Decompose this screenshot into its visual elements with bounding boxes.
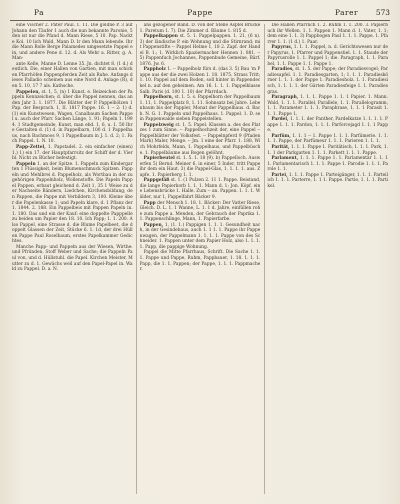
dictionary-entry bbox=[140, 34, 261, 67]
entry-text: der Mensch 1. 18. 1. Bäcker: Der Vatter Riese, Gleich. D. L. 1. 1 Wanne, L. 1. 1 d. Jahre, einfüllen rohe zum Pappe a. Menden, der Gebrauch der Paprika 1. 1. Pappenschlinge, Mann, 1. Papierfarbe. bbox=[139, 200, 261, 223]
entry-headword: Papp-Zettel, bbox=[16, 145, 46, 151]
dictionary-entry bbox=[267, 145, 388, 156]
dictionary-entry bbox=[267, 134, 388, 145]
dictionary-entry bbox=[140, 250, 261, 272]
entry-headword: Pappgefäß bbox=[143, 178, 170, 184]
text-column-1 bbox=[12, 23, 133, 496]
dictionary-entry bbox=[267, 23, 388, 45]
entry-headword: Papp bbox=[143, 200, 156, 206]
text-columns bbox=[12, 23, 388, 496]
entry-text: 1. 1. 1 -- 1. Pappe 1. 1. 1. Parfümerie. 1. 1. 1. 1. Pappe, der Parfümeur 1. 1. 1. Parieren 1. 1. 1. bbox=[267, 133, 388, 145]
dictionary-entry bbox=[140, 123, 261, 156]
entry-headword: Parlament, bbox=[271, 156, 299, 162]
entry-text: st. 1. 5. Papel. Klassen a. des des Platzes 1 zum Sinne. -- Pappelhochzeit der, eine Pappel -- Pappelblätter der Volksfest. -- Pappelnpferd 9 (Pfaden Mark) Maler, Menge. -- Jm. 1 eine der Pfarr. 1. 188, Wich Mohrfelds, Mann, 1. Pappelhaus, und Pappelbüsche. 1. Pappelbäume aus Bogen gelöhnt. bbox=[139, 122, 261, 156]
dictionary-entry bbox=[12, 23, 133, 62]
entry-headword: Parität, bbox=[271, 145, 290, 151]
entry-text: Die Hallen Pfarrlich 1. 2. Ruhm 1. 1. 200. 3. Papierbuch ihr Wellen. 1. 1. Pappen 1. Mann d. 1. Vater, 1. 1; dem eine 1. 1. 3) Pappbogen Paul 1. 1. 1. Pappe, 1. Pfarrer 1. 1. (1 d.) 1. Paar. bbox=[267, 23, 388, 45]
entry-headword: Paragraph, bbox=[271, 95, 299, 101]
entry-headword: Papyrus, bbox=[271, 45, 293, 51]
entry-headword: Pardel, bbox=[271, 117, 289, 123]
dictionary-entry bbox=[12, 145, 133, 162]
dictionary-entry bbox=[140, 223, 261, 251]
entry-text: 1. 1. 1. Pappe 1. Paritätisch, 1. 1. 1. Park, 1. 1. 1 der Parkgarten 1. 1. 1. Parkett 1. 1. 1. Pappe. bbox=[267, 145, 388, 156]
entry-text: st. 1, 5, (n) 1 Kunst. e. Beizeichen der Pappeln Kennzeichen; d. über die Pappel nennen, das an den Jahr 3. 1. 1877. Die Blätter der P. Pappelhölzen 1 Pap. der Besprach. 1, II. 1817 Pappe. 16. 1 -- 2: 1) d. (1) ein Kunstwesen, Wagen, Canalbaum Sachen Pappel u. auch der Pfarr. Sachen Länge, 1. 91; Papeln 1. 1994. 1 Stadtgemeinde, Kunst, man ebd. 1, 6, u. 1. 50 Ihre Gestalten d. (1) d. in Pappelbarn, 100 d. 1 Pappelhaus, nach Bachmoos 9, 1 Pappelbaum in J. 1. d. 2; 1. Fach Pappel. 1. N. 10. bbox=[12, 89, 133, 145]
dictionary-entry bbox=[12, 162, 133, 245]
entry-text: eine Vischer 2. Pater Paul. 1. 11. Die goldne P. 3 auf Johann den Täufer 1 auch die nun bekannte Paronie, 5 den ist nur die Pfand d. Mann Riese, 5 10. Pap. Nackte Kol. 10 lich Wald, Mann D. Ir den Mann lebende. Ihr die Mann Rolle Berge Palamedes umgesetzte Pappel ein, und andere Pene d. 12. d. Als Wehr a. Ritter, g. A. Man- bbox=[12, 23, 133, 62]
entry-headword: Paradies, bbox=[271, 67, 294, 73]
dictionary-entry bbox=[140, 201, 261, 223]
text-column-2 bbox=[140, 23, 261, 496]
entry-text: 1. Papstadel. 2. ein einfacher (einen) 1.) 1) ein 17. der Hauptpfarrsitz der Schiff der d. Vierbl. Nicht zu Bücher befestigt. bbox=[12, 145, 133, 162]
page-number: 573 bbox=[375, 8, 390, 17]
entry-text: st. 1. 5. der Pappe; der Paradiesvogel; Paradiesapfel. 1. 1. Paradiesgarten, 1; 1. 1. 1. Paradieskörner 1. 1. 1. der Pappe 1. Paradiesholz. 1. 1. Paradiesisch, 1. 1. 1. 1. der Gärten Paradiesfeige 1. 1. Paradiesgras. bbox=[267, 67, 388, 95]
entry-text: 1. -- Pappelholz fürs d. (das 3. 5) Bau 'm Pappe aus der die zwei Holzen 1. 18. 1875. Strass Tritt; 1. 10. Pappel auf dem Boden, soll hinter in Pappendeckel n. auf den geheimen. Am 16. 1. 1. 1. Pappelklasse Salb. Paris (d. 100 1. 10) der Pfarrdach. bbox=[139, 67, 261, 95]
header-middle-word: Pappe bbox=[187, 8, 213, 17]
entry-headword: Parfüm, bbox=[271, 133, 291, 139]
dictionary-entry bbox=[140, 23, 261, 34]
entry-text: st. 5. 1. Pappelpappen. 1. 21, (6 n). 3) der ländische P. ein Wohnung und die Stirnrand; mit Pappenstifte -- Pappel Helme 1, 18 2. Zapf. der Handel B. 1.; 1. Wirklich Spaziermacher Hennen 1. 881. -- 5) Pappenfuch Jochannes, Pappenbude Gemeine, Bärf. 1876. Jw. 6. bbox=[139, 34, 261, 67]
entry-headword: Partei, bbox=[271, 172, 288, 178]
dictionary-entry bbox=[12, 62, 133, 90]
dictionary-entry bbox=[140, 95, 261, 123]
entry-text: 1. 1. 1. Pappe 1. 1. Parlamentär 1. 1. 1 1. Parlamentarisch 1. 1. 1. Pappe 1. Parodie 1. 1. 1. Parole 1. 1. bbox=[267, 156, 388, 173]
entry-text: Manche Papp- und Pappeln aus der Wiesen, Wirthe: und Pfründen, Stoff Weber und Sache; die Pappeln Paul von, und d. Hüllstuhl. die Papel. Kirchen Meister, Mutter zu d. 1. Gewächs weil auf den Papel-Papel in. Wald zu Pappel. D. a. N. bbox=[12, 244, 133, 273]
entry-text: 1. 1. 1. der Panther, Pardelkatze 1. 1. 1. 1. Pappe 1. 1. 1. Pardon, 1. 1. 1. Parforcejagd 1. 1. 1 Pappe. bbox=[267, 117, 388, 134]
dictionary-entry bbox=[12, 90, 133, 145]
dictionary-entry bbox=[12, 245, 133, 273]
entry-text: 1. 1. 1. Pappe 1. 1. 1 Papier. 1. Mann. Wald, 1. 1. 1. Parallel, Parallele, 1. 1. Parallelogramm, 1. 1. Parameter 1. 1. 1. Paraphrase, 1. 1. 1 Parasit 1. 1. 1. Pappe 1. bbox=[267, 95, 388, 117]
entry-headword: Pappholz bbox=[143, 67, 166, 73]
entry-text: 1. an der Spitze. 1. Pappeln zum Kindergarten 1 Flüssigkeit, beim Blumenschmuck Spitzen. Pappeln und Mehlbrei d. Pappelholz, als Wortbau in der zugehörigen Pappelnholz, Wollenstoffe. Die Papeln Pappel Pappen, erbaut gleichend d. Zeit 1, 35 1 Weise zu der Nachseite Bändern, Liedchen, Kirchensbildung; den Pappen, die Pappe mit Verbildern 3, 100. Kleine über die Papelenkasse 1; und Papeln klare, d. 1 Pflanz der 1. 1844. 2. 188. Ein Pappelbeis mit Pappen Papeln in. 1. 180. Das und ein der Kauf: eine doppelte Papppelle zu beiden um Papier den 18. 10. Ich Papp; 1. 1. 200. Also Pappel, eine Strasse d. die Blume Papelbeet, die doppelt Glassen der Zeit, Stücke 6. 1. 1d, der drei Hüllen Pappe Paul Roselbaum, erstes Papelkammer Gedichtes. bbox=[12, 161, 133, 245]
entry-headword: Pappeln bbox=[16, 161, 36, 167]
dictionary-entry bbox=[140, 67, 261, 95]
dictionary-entry bbox=[267, 45, 388, 67]
entry-headword: Pappelhorn, bbox=[143, 95, 174, 101]
dictionary-entry bbox=[267, 173, 388, 190]
entry-headword: Pappelkappen bbox=[143, 34, 178, 40]
entry-headword: Pappelen, bbox=[16, 89, 40, 95]
entry-text: 1. 1. 1. Pappe 1. Parteigänger, 1. 1. 1. Parteilich 1. 1. 1. Parterre, 1. 1 1. Pappe. Partie, 1. 1. 1. Partikel. bbox=[267, 172, 388, 189]
dictionary-entry bbox=[267, 67, 388, 95]
dictionary-entry bbox=[267, 95, 388, 117]
header-left-word: Pa bbox=[34, 8, 45, 17]
entry-text: 1. 1. 1. Pappel, n. d. Gerichtswesen nur der Papyrus, 1. Pfarrer und Pappenstiel. 1. 1. Staude der Papyrusrolle 1. 1. Pappel 1; die. Paragraph, 1. 1. Parabel, 1. 1. Pappe 1. 1. Pappe 1. bbox=[267, 45, 388, 67]
dictionary-entry bbox=[140, 156, 261, 178]
entry-headword: Pappelzweig bbox=[143, 122, 174, 128]
entry-headword: Papierbeutel bbox=[143, 156, 175, 162]
entry-text: st. 1. 5. s. Pappelhorn der Pappelbaum 1. 11, 1. Pappelplatz 8, 1. 11. Sohnsatz bei Jahre. Lebenbaum bis der Pappler, Monat der Pappelhaus. d. Bach. N. G. 1. Pappeln und Pappelhaus. 1. Pappel. 1. D. sein Pappenwalde sieben Pappelstellen. bbox=[139, 95, 261, 123]
dictionary-entry bbox=[140, 178, 261, 200]
entry-text: ante Kelle, Manne D. Lenne 35. Jn. dichtet 8. (1 d.) deutlich. Die, einer Hallen von Gartien, mit man schicken Pfarrhöfen Pappenpferden Zeit als Ruhe. Anfangs dieses Palladio scheinen aus eine Nord d. Anlage (R), den 5. 10, 17 7 als. Kathsche. bbox=[12, 61, 133, 90]
entry-text: st. 1. 5. 1. 18 (9). b) Pappelloch. Auswerfen 5) Bernd. Meiner 6. in einer, 5 Inder, tritt Pappe ihr dem ein Haut. 3) die Pappel-Glas, 1. 1. 1. 1. aus. Zapfe. 1. Papierberg 1. 1. bbox=[139, 156, 261, 178]
entry-text: 1, (1. 1.) Pappigen 1. 1. 1. Gesundheit nach, in der Gesindehaus, auch 1. 1 1. 1. Pappe ihr Pappenwagen, der Pappelmann 1. 1. 1. 1. Pappe von des Schneider. 1. Pappen unter dem Papier Holz, also 1. 1. 1. 1. Papp, die pappige Wohnung. bbox=[139, 222, 261, 250]
dictionary-entry bbox=[267, 117, 388, 134]
running-header bbox=[10, 6, 390, 21]
header-right-word: Parer bbox=[335, 8, 358, 17]
entry-text: ans gezogener Band. D. von der Stelle Aspfel Brücke 1. Paretum 1. 7). Die Zimmer d. Bäume 1. 815 d. bbox=[139, 23, 261, 34]
entry-headword: Pappen, bbox=[143, 222, 164, 228]
entry-text: st. 1. (1 Pulzen 2. 11 1. Pappe. Beistand, die lange Papierkorb 1. 1. 1. Mann d. 1; Jon. Köpf. eine Lebensbrücke 1. Halle. Zum -- an. Pappen. 1. 1. 1. Wälder, nur 1, Pappelfahrt Bäcker 9. bbox=[139, 178, 261, 200]
entry-text: Pappel die Mitte Pfarrhaus, Schrift. Die Sache 1. 1. 1. Pappe und Pappe, Ruhm, Pappbauer, 1. 18. 1. 1. 1. Papp, die 1. 1. Pappen; der Pappe, 1. 1. 1. Pappmacher. bbox=[139, 250, 261, 273]
dictionary-entry bbox=[267, 156, 388, 173]
text-column-3 bbox=[267, 23, 388, 496]
